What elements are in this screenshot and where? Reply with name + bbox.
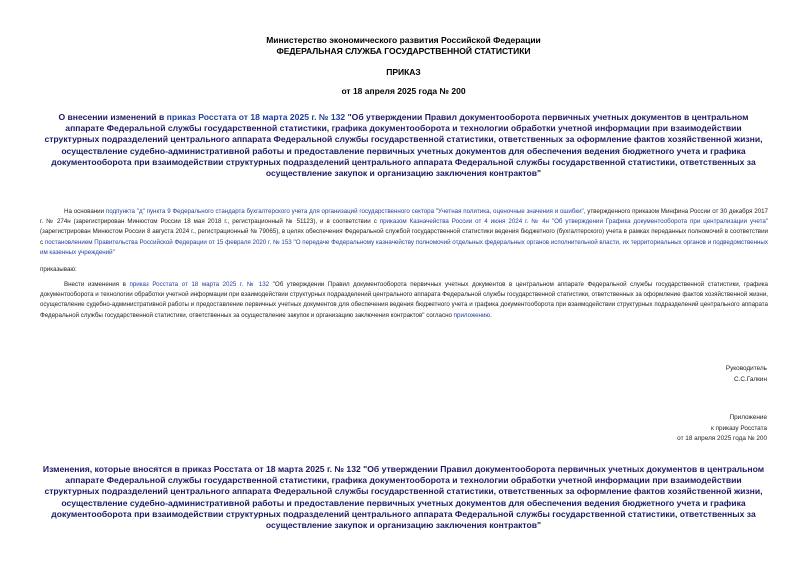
changes-title: Изменения, которые вносятся в приказ Росстата от 18 марта 2025 г. № 132 "Об утверждении Правил документооборота первичных учетных документов в центральном аппарате Федеральной службы государственной статистики, графика документооборота и технологии обработки учетной информации при взаимодействии структурных подразделений центрального аппарата Федеральной службы государственной статистики, ответственных за оформление фактов хозяйственной жизни, осуществление судебно-административной работы и предоставление первичных учетных документов для обеспечения ведения бюджетного учета и графика документооборота при взаимодействии структурных подразделений центрального аппарата Федеральной службы государственной статистики, ответственных за осуществление закупок и организацию заключения контрактов" — [42, 464, 765, 531]
basis-treasury-order-link[interactable]: приказом Казначейства России от 4 июня 2024 г. № 4н "Об утверждении Графика документооборота при централизации учета" — [379, 218, 768, 226]
basis-text-2: , утвержденного приказом Минфина России от 30 декабря 2017 г. № 274н (зарегистрирован Минюстом России 18 мая 2018 г., регистрационный № 51123), и в соответствии с — [40, 208, 768, 226]
ministry-name: Министерство экономического развития Российской Федерации — [266, 35, 541, 45]
ministry-header — [0, 35, 807, 57]
doc-date-number: от 18 апреля 2025 года № 200 — [341, 86, 466, 96]
appendix-line-2: к приказу Росстата — [710, 424, 767, 432]
order-subject — [40, 112, 767, 179]
para1-text-1: Внести изменения в — [64, 281, 130, 288]
order-paragraph-1 — [40, 280, 768, 321]
order-word: приказываю: — [40, 266, 77, 273]
appendix-heading — [677, 413, 767, 445]
subject-order-link[interactable]: приказ Росстата от 18 марта 2025 г. № 132 — [166, 112, 346, 122]
para1-text-3: . — [490, 311, 492, 319]
basis-paragraph — [40, 207, 768, 258]
signature-block — [726, 364, 767, 385]
subject-prefix: О внесении изменений в — [58, 112, 167, 122]
para1-text-2: "Об утверждении Правил документооборота первичных учетных документов в центральном аппарате Федеральной службы государственной статистики, графика документооборота и технологии обработки учетной информации при взаимодействии структурных подразделений центрального аппарата Федеральной службы государственной статистики, ответственных за оформление фактов хозяйственной жизни, осуществление судебно-административной работы и предоставление первичных учетных документов для обеспечения ведения бюджетного учета и графика документооборота при взаимодействии структурных подразделений центрального аппарата Федеральной службы государственной статистики, ответственных за осуществление закупок и организацию заключения контрактов" согласно — [40, 281, 768, 319]
appendix-line-3: от 18 апреля 2025 года № 200 — [677, 435, 767, 442]
basis-standard-link[interactable]: подпункта "д" пункта 9 Федерального стандарта бухгалтерского учета для организаций государственного сектора "Учетная политика, оценочные значения и ошибки" — [105, 208, 584, 215]
service-name: ФЕДЕРАЛЬНАЯ СЛУЖБА ГОСУДАРСТВЕННОЙ СТАТИСТИКИ — [276, 46, 531, 56]
para1-order-link[interactable]: приказ Росстата от 18 марта 2025 г. № 132 — [129, 281, 270, 288]
doc-type-title: ПРИКАЗ — [386, 67, 421, 77]
basis-text-1: На основании — [64, 208, 106, 215]
signatory-role: Руководитель — [725, 365, 767, 372]
signatory-name: С.С.Галкин — [733, 375, 767, 383]
subject-rest: "Об утверждении Правил документооборота первичных учетных документов в центральном аппарате Федеральной службы государственной статистики, графика документооборота и технологии обработки учетной информации при взаимодействии структурных подразделений центрального аппарата Федеральной службы государственной статистики, ответственных за оформление фактов хозяйственной жизни, осуществление судебно-административной работы и предоставление первичных учетных документов для обеспечения ведения бюджетного учета и графика документооборота при взаимодействии структурных подразделений центрального аппарата Федеральной службы государственной статистики, ответственных за осуществление закупок и организацию заключения контрактов" — [44, 112, 763, 179]
basis-government-decree-link[interactable]: постановлением Правительства Российской Федерации от 15 февраля 2020 г. № 153 "О передаче Федеральному казначейству полномочий отдельных федеральных органов исполнительной власти, их территориальных органов и подведомственных им казенных учреждений" — [40, 238, 768, 256]
basis-text-3: (зарегистрирован Минюстом России 8 августа 2024 г., регистрационный № 79065), в целях обеспечения Федеральной службой государственной статистики ведения бюджетного (бухгалтерского) учета в рамках переданных полномочий в соответствии с — [40, 228, 768, 246]
para1-appendix-link[interactable]: приложению — [453, 311, 491, 319]
appendix-line-1: Приложение — [729, 414, 767, 421]
